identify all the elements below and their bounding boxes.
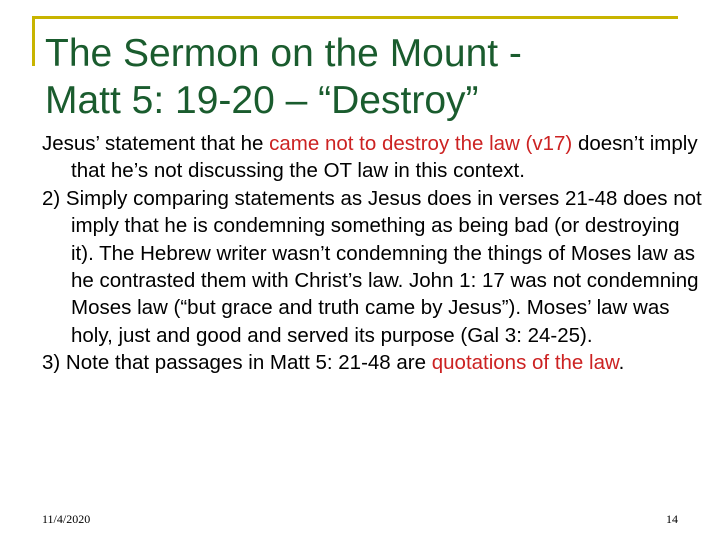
title-top-rule xyxy=(32,16,678,19)
title-left-rule xyxy=(32,16,35,66)
paragraph-1 xyxy=(42,130,702,185)
paragraph-1-text-start: Jesus’ statement that he xyxy=(42,132,270,155)
paragraph-3-highlight: quotations of the law xyxy=(431,351,619,375)
paragraph-3-text-start: 3) Note that passages in Matt 5: 21-48 are xyxy=(42,351,432,375)
slide-title-line-2: Matt 5: 19-20 – “Destroy” xyxy=(45,79,479,122)
paragraph-3-text-end: . xyxy=(618,351,625,375)
paragraph-3 xyxy=(42,349,702,376)
paragraph-2: 2) Simply comparing statements as Jesus does in verses 21-48 does not imply that he is condemning something as being bad (or destroying it). The Hebrew writer wasn’t condemning the things of Moses law as he contrasted them with Christ’s law. John 1: 17 was not condemning Moses law (“but grace and truth came by Jesus”). Moses’ law was holy, just and good and served its purpose (Gal 3: 24-25). xyxy=(42,186,702,347)
slide-body xyxy=(42,130,702,377)
slide-title-line-1: The Sermon on the Mount - xyxy=(45,32,522,75)
page-number: 14 xyxy=(666,512,678,526)
paragraph-1-highlight: came not to destroy the law (v17) xyxy=(269,132,573,155)
footer-date: 11/4/2020 xyxy=(42,512,91,526)
slide-title xyxy=(45,30,695,124)
paragraph-1-text-end: doesn’t imply that he’s not discussing the OT law in this context. xyxy=(71,132,698,183)
